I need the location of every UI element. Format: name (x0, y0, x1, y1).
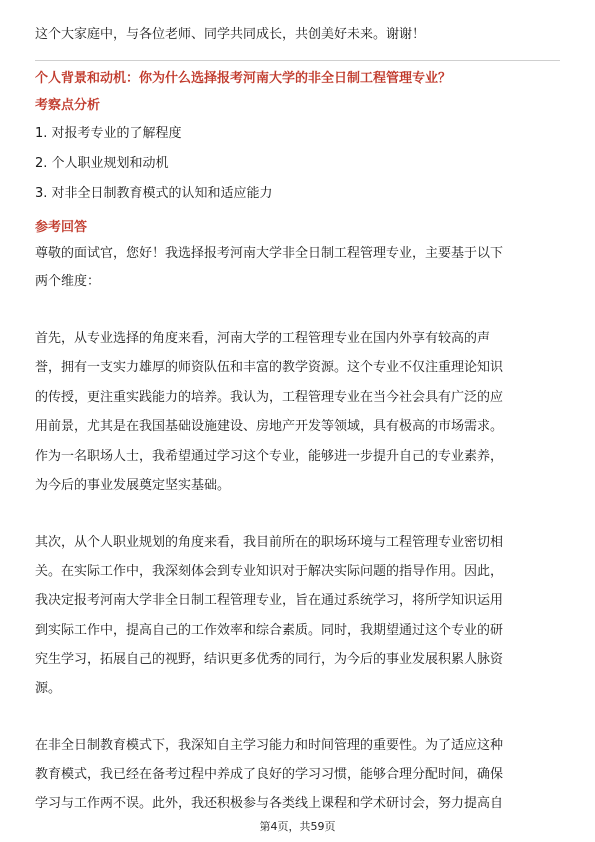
answer-line: 到实际工作中，提高自己的工作效率和综合素质。同时，我期望通过这个专业的研 (35, 623, 504, 638)
answer-line: 首先，从专业选择的角度来看，河南大学的工程管理专业在国内外享有较高的声 (35, 331, 491, 346)
answer-line: 誉，拥有一支实力雄厚的师资队伍和丰富的教学资源。这个专业不仅注重理论知识 (35, 360, 504, 375)
answer-heading: 参考回答 (35, 220, 88, 235)
answer-line: 的传授，更注重实践能力的培养。我认为，工程管理专业在当今社会具有广泛的应 (35, 390, 504, 405)
answer-line: 我决定报考河南大学非全日制工程管理专业，旨在通过系统学习，将所学知识运用 (35, 593, 504, 608)
answer-line: 究生学习，拓展自己的视野，结识更多优秀的同行，为今后的事业发展积累人脉资 (35, 652, 504, 667)
answer-line: 两个维度： (35, 274, 101, 289)
analysis-point: 1. 对报考专业的了解程度 (35, 126, 182, 141)
page-footer: 第4页，共59页 (259, 820, 336, 833)
analysis-heading: 考察点分析 (35, 98, 101, 113)
section-divider (35, 60, 560, 61)
answer-line: 在非全日制教育模式下，我深知自主学习能力和时间管理的重要性。为了适应这种 (35, 738, 504, 753)
intro-tail-text: 这个大家庭中，与各位老师、同学共同成长，共创美好未来。谢谢！ (35, 27, 426, 42)
answer-line: 学习与工作两不误。此外，我还积极参与各类线上课程和学术研讨会，努力提高自 (35, 796, 504, 811)
answer-line: 作为一名职场人士，我希望通过学习这个专业，能够进一步提升自己的专业素养， (35, 449, 504, 464)
answer-line: 教育模式，我已经在备考过程中养成了良好的学习习惯，能够合理分配时间，确保 (35, 767, 504, 782)
answer-line: 为今后的事业发展奠定坚实基础。 (35, 478, 231, 493)
answer-line: 用前景，尤其是在我国基础设施建设、房地产开发等领域，具有极高的市场需求。 (35, 419, 504, 434)
answer-line: 关。在实际工作中，我深刻体会到专业知识对于解决实际问题的指导作用。因此， (35, 564, 504, 579)
analysis-point: 3. 对非全日制教育模式的认知和适应能力 (35, 186, 273, 201)
analysis-point: 2. 个人职业规划和动机 (35, 156, 169, 171)
answer-line: 尊敬的面试官，您好！我选择报考河南大学非全日制工程管理专业，主要基于以下 (35, 246, 504, 261)
answer-line: 源。 (35, 681, 62, 696)
question-title: 个人背景和动机：你为什么选择报考河南大学的非全日制工程管理专业？ (35, 71, 452, 86)
answer-line: 其次，从个人职业规划的角度来看，我目前所在的职场环境与工程管理专业密切相 (35, 535, 504, 550)
